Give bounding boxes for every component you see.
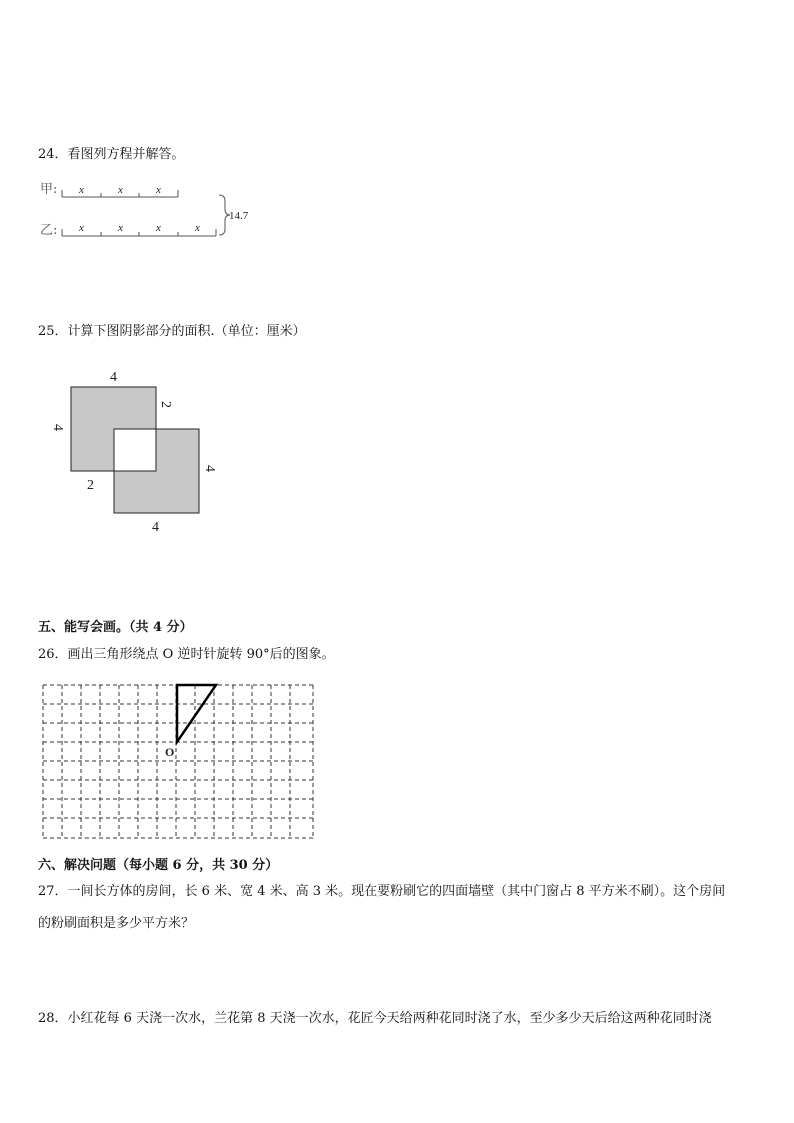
jia-x-2: x xyxy=(118,184,123,196)
jia-x-1: x xyxy=(79,184,84,196)
label-right: 4 xyxy=(202,465,217,472)
q27-line1: 27．一间长方体的房间，长 6 米、宽 4 米、高 3 米。现在要粉刷它的四面墙壁（其中门窗占 8 平方米不刷）。这个房间 xyxy=(38,884,726,899)
total-label: 14.7 xyxy=(229,210,249,222)
q24-title: 24．看图列方程并解答。 xyxy=(38,147,185,162)
q25-shaded-figure xyxy=(40,362,240,542)
jia-x-3: x xyxy=(156,184,161,196)
label-right-small: 2 xyxy=(158,401,173,408)
label-bottom-left: 2 xyxy=(87,478,94,493)
yi-x-1: x xyxy=(79,222,84,234)
section5-heading: 五、能写会画。（共 4 分） xyxy=(38,620,193,635)
label-top: 4 xyxy=(110,370,117,385)
q26-grid xyxy=(40,683,320,843)
point-o-label: O xyxy=(165,745,175,759)
q27-line2: 的粉刷面积是多少平方米？ xyxy=(38,916,195,931)
label-bottom: 4 xyxy=(152,520,159,535)
yi-x-4: x xyxy=(195,222,200,234)
q28-line1: 28．小红花每 6 天浇一次水，兰花第 8 天浇一次水，花匠今天给两种花同时浇了水，至少多少天后给这两种花同时浇 xyxy=(38,1011,712,1026)
q24-line-diagram xyxy=(55,185,295,245)
yi-label: 乙: xyxy=(40,223,58,238)
yi-x-2: x xyxy=(118,222,123,234)
label-left: 4 xyxy=(50,424,65,431)
q25-title: 25．计算下图阴影部分的面积.（单位：厘米） xyxy=(38,324,306,339)
triangle xyxy=(177,685,216,742)
section6-heading: 六、解决问题（每小题 6 分，共 30 分） xyxy=(38,858,279,873)
jia-label: 甲: xyxy=(40,182,58,197)
yi-x-3: x xyxy=(156,222,161,234)
q26-title: 26．画出三角形绕点 O 逆时针旋转 90°后的图象。 xyxy=(38,647,335,662)
overlap-square xyxy=(114,429,156,471)
